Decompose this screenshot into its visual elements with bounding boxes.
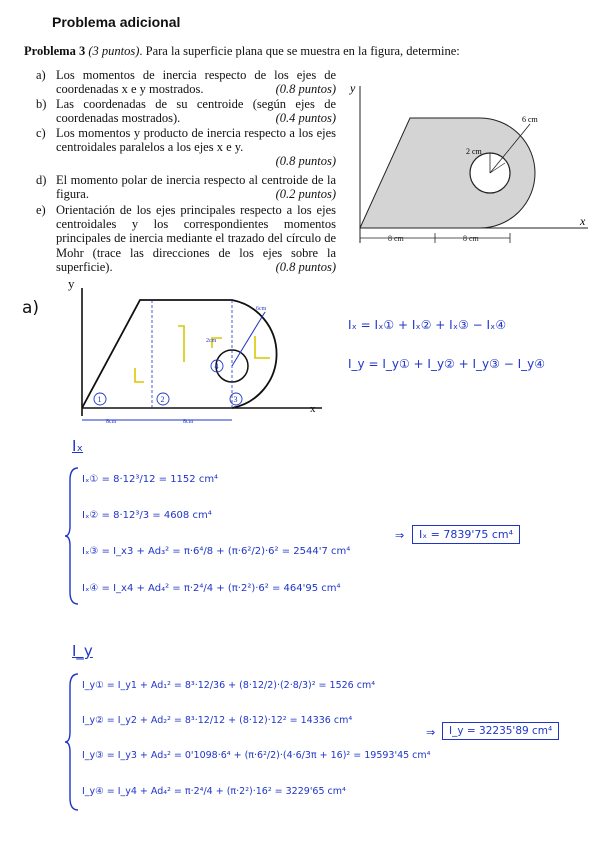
- problem-number: Problema 3: [24, 44, 86, 58]
- figure-axis-x: x: [580, 214, 586, 228]
- iy-line-2: I_y② = I_y2 + Ad₂² = 8³·12/12 + (8·12)·12² = 14336 cm⁴: [82, 715, 353, 726]
- item-e: [36, 203, 336, 274]
- iy-line-3: I_y③ = I_y3 + Ad₃² = 0'1098·6⁴ + (π·6²/2)·(4·6/3π + 16)² = 19593'45 cm⁴: [82, 750, 431, 761]
- item-text: El momento polar de inercia respecto al centroide de la figura.: [56, 173, 336, 202]
- sketch-region-1: 1: [97, 395, 102, 404]
- ix-arrow: ⇒: [395, 529, 405, 542]
- iy-result-box: I_y = 32235'89 cm⁴: [442, 722, 559, 740]
- figure-dim-right: 8 cm: [463, 234, 479, 243]
- sketch-dim-left: 8cm: [106, 419, 117, 425]
- item-label: b): [36, 97, 47, 111]
- iy-sum-formula: I_y = I_y① + I_y② + I_y③ − I_y④: [348, 357, 545, 371]
- ix-line-3: Iₓ③ = I_x3 + Ad₃² = π·6⁴/8 + (π·6²/2)·6² = 2544'7 cm⁴: [82, 546, 351, 557]
- sketch-axis-x: x: [310, 403, 316, 415]
- sketch-region-2: 2: [160, 395, 165, 404]
- iy-heading: I_y: [72, 642, 93, 660]
- item-points: (0.8 puntos): [275, 154, 336, 169]
- sketch-dim-radius-big: 6cm: [256, 306, 267, 312]
- ix-line-1: Iₓ① = 8·12³/12 = 1152 cm⁴: [82, 474, 219, 485]
- solution-sketch: [60, 278, 330, 438]
- sketch-region-4: 4: [214, 362, 219, 371]
- item-points: (0.8 puntos): [275, 259, 336, 274]
- problem-statement: [24, 44, 460, 59]
- item-label: a): [36, 68, 46, 82]
- sketch-dim-radius-hole: 2cm: [206, 338, 217, 344]
- figure-dim-left: 8 cm: [388, 234, 404, 243]
- item-label: e): [36, 203, 46, 217]
- ix-line-2: Iₓ② = 8·12³/3 = 4608 cm⁴: [82, 510, 212, 521]
- page-title: Problema adicional: [52, 14, 181, 30]
- iy-brace-icon: [64, 672, 80, 812]
- ix-sum-formula: Iₓ = Iₓ① + Iₓ② + Iₓ③ − Iₓ④: [348, 318, 507, 332]
- ix-brace-icon: [64, 466, 80, 606]
- ix-result-box: Iₓ = 7839'75 cm⁴: [412, 525, 520, 544]
- problem-points: (3 puntos): [88, 44, 140, 58]
- figure-dim-radius-hole: 2 cm: [466, 147, 482, 156]
- item-text: Orientación de los ejes principales respecto a los ejes centroidales y los correspondientes momentos principales de inercia mediante el trazado del círculo de Mohr (trace las direcciones de los ejes sobre la superficie).: [56, 203, 336, 274]
- figure-axis-y: y: [350, 81, 356, 95]
- item-label: d): [36, 173, 47, 187]
- item-text: Las coordenadas de su centroide (según ejes de coordenadas mostrados).: [56, 97, 336, 126]
- sketch-dim-right: 8cm: [183, 419, 194, 425]
- item-points: (0.4 puntos): [275, 111, 336, 126]
- item-c: [36, 126, 336, 169]
- item-points: (0.2 puntos): [275, 187, 336, 202]
- item-d: [36, 173, 336, 201]
- problem-text: . Para la superficie plana que se muestra en la figura, determine:: [139, 44, 460, 58]
- iy-arrow: ⇒: [426, 726, 436, 739]
- item-label: c): [36, 126, 46, 140]
- item-points: (0.8 puntos): [275, 82, 336, 97]
- sketch-region-3: 3: [233, 395, 238, 404]
- item-a: [36, 68, 336, 96]
- iy-line-1: I_y① = I_y1 + Ad₁² = 8³·12/36 + (8·12/2)·(2·8/3)² = 1526 cm⁴: [82, 680, 376, 691]
- solution-part-label: a): [22, 298, 40, 318]
- item-text: Los momentos de inercia respecto de los ejes de coordenadas x e y mostrados.: [56, 68, 336, 97]
- figure-dim-radius-big: 6 cm: [522, 115, 538, 124]
- problem-figure: [340, 78, 592, 260]
- ix-heading: Iₓ: [72, 437, 84, 455]
- item-text: Los momentos y producto de inercia respecto a los ejes centroidales paralelos a los ejes x e y.: [56, 126, 336, 155]
- sketch-axis-y: y: [68, 278, 75, 291]
- ix-line-4: Iₓ④ = I_x4 + Ad₄² = π·2⁴/4 + (π·2²)·6² = 464'95 cm⁴: [82, 583, 341, 594]
- item-b: [36, 97, 336, 125]
- iy-line-4: I_y④ = I_y4 + Ad₄² = π·2⁴/4 + (π·2²)·16² = 3229'65 cm⁴: [82, 786, 346, 797]
